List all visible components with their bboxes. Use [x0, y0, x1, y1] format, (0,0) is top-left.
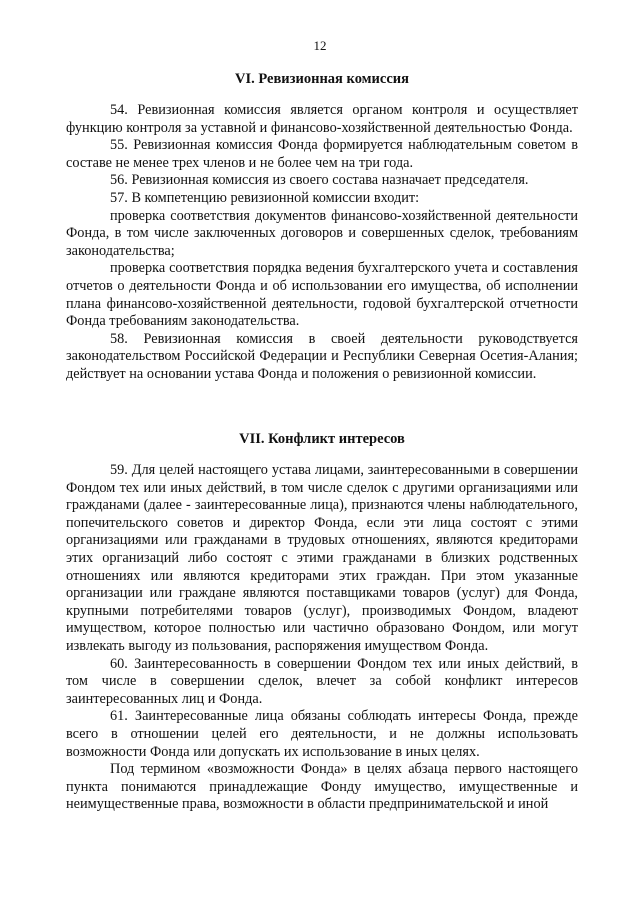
paragraph-57-item-1: проверка соответствия документов финансово-хозяйственной деятельности Фонда, в том числе заключенных договоров и совершенных сделок, требованиям законодательства; [66, 207, 578, 259]
paragraph-61-term-definition: Под термином «возможности Фонда» в целях абзаца первого настоящего пункта понимаются принадлежащие Фонду имущество, имущественные и неимущественные права, возможности в области предпринимательской и иной [66, 761, 578, 813]
section-7-body [66, 462, 578, 814]
section-heading-conflict-of-interest: VII. Конфликт интересов [239, 431, 405, 447]
paragraph-54: 54. Ревизионная комиссия является органом контроля и осуществляет функцию контроля за уставной и финансово-хозяйственной деятельностью Фонда. [66, 102, 578, 136]
paragraph-57-item-2: проверка соответствия порядка ведения бухгалтерского учета и составления отчетов о деятельности Фонда и об использовании его имущества, об исполнении плана финансово-хозяйственной деятельности, годовой бухгалтерской отчетности Фонда требованиям законодательства. [66, 260, 578, 330]
paragraph-58: 58. Ревизионная комиссия в своей деятельности руководствуется законодательством Российской Федерации и Республики Северная Осетия-Алания; действует на основании устава Фонда и положения о ревизионной комиссии. [66, 330, 578, 382]
paragraph-61: 61. Заинтересованные лица обязаны соблюдать интересы Фонда, прежде всего в отношении целей его деятельности, и не должны использовать возможности Фонда или допускать их использование в иных целях. [66, 708, 578, 760]
paragraph-57: 57. В компетенцию ревизионной комиссии входит: [110, 189, 420, 206]
paragraph-60: 60. Заинтересованность в совершении Фондом тех или иных действий, в том числе в совершении сделок, влечет за собой конфликт интересов заинтересованных лиц и Фонда. [66, 655, 578, 707]
paragraph-55: 55. Ревизионная комиссия Фонда формируется наблюдательным советом в составе не менее трех членов и не более чем на три года. [66, 137, 578, 171]
paragraph-59: 59. Для целей настоящего устава лицами, заинтересованными в совершении Фондом тех или иных действий, в том числе сделок с другими организациями или гражданами (далее - заинтересованные лица), признаются члены наблюдательного, попечительского советов и директор Фонда, если эти лица состоят с этими организациями или гражданами в трудовых отношениях, являются кредиторами этих организаций либо состоят с этими гражданами в близких родственных отношениях или являются кредиторами этих граждан. При этом указанные организации или граждане являются поставщиками товаров (услуг) для Фонда, крупными потребителями товаров (услуг), производимых Фондом, владеют имуществом, которое полностью или частично образовано Фондом, или могут извлекать выгоду из пользования, распоряжения имуществом Фонда. [66, 462, 578, 654]
page-number: 12 [313, 38, 327, 53]
section-heading-revision-commission: VI. Ревизионная комиссия [235, 71, 409, 87]
paragraph-56: 56. Ревизионная комиссия из своего состава назначает председателя. [110, 172, 529, 189]
section-6-body [66, 102, 578, 384]
